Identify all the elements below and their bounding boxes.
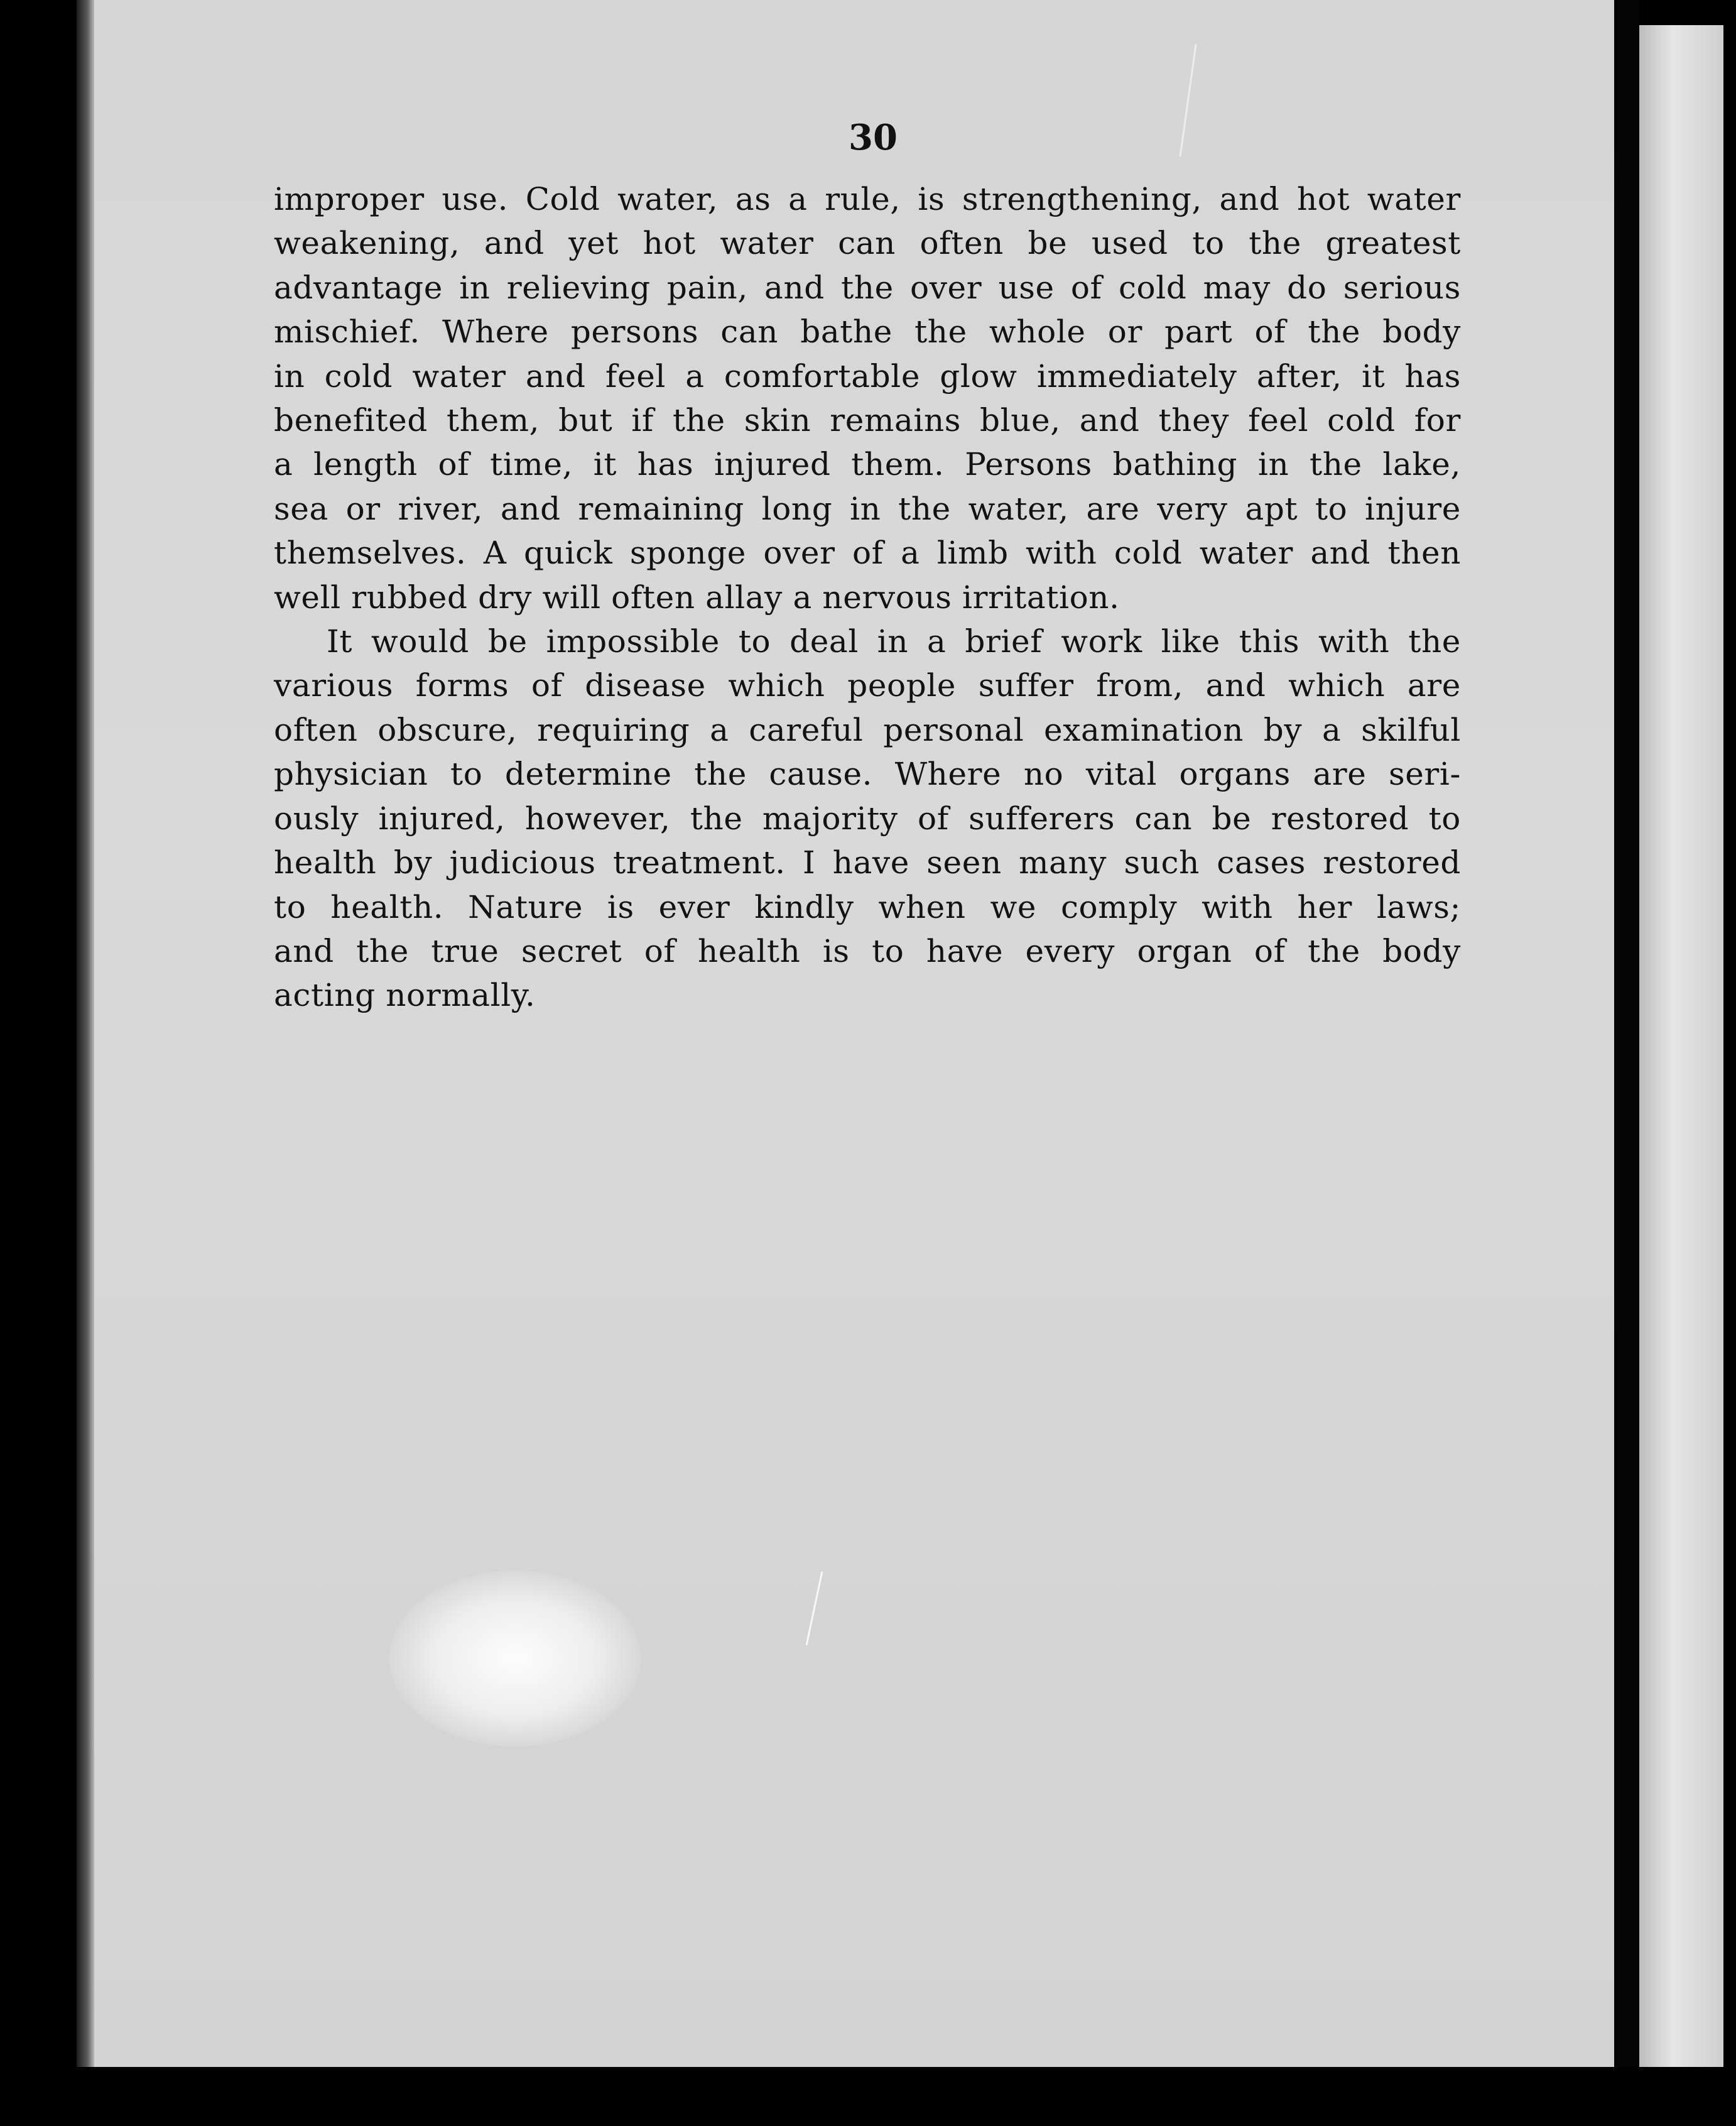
binding-edge	[77, 0, 94, 2067]
text-line: benefited them, but if the skin remains blue, and they feel cold for	[274, 402, 1461, 439]
text-line: themselves. A quick sponge over of a limb with cold water and then	[274, 535, 1461, 572]
scan-bottom-border	[0, 2067, 1736, 2126]
text-line: acting normally.	[274, 977, 536, 1014]
text-line: advantage in relieving pain, and the over use of cold may do serious	[274, 269, 1461, 306]
text-line: various forms of disease which people suffer from, and which are	[274, 667, 1461, 704]
text-line: sea or river, and remaining long in the water, are very apt to injure	[274, 490, 1461, 527]
text-line: well rubbed dry will often allay a nervous irritation.	[274, 579, 1120, 616]
text-line: a length of time, it has injured them. Persons bathing in the lake,	[274, 446, 1461, 483]
body-text	[274, 177, 1461, 1018]
text-line: mischief. Where persons can bathe the whole or part of the body	[274, 313, 1461, 351]
text-line: improper use. Cold water, as a rule, is strengthening, and hot water	[274, 181, 1461, 217]
text-line: in cold water and feel a comfortable glow immediately after, it has	[274, 357, 1461, 395]
text-line: weakening, and yet hot water can often be used to the greatest	[274, 225, 1461, 262]
text-line: It would be impossible to deal in a brief work like this with the	[327, 623, 1461, 660]
text-line: physician to determine the cause. Where no vital organs are seri-	[274, 756, 1461, 793]
page-number: 30	[849, 117, 898, 158]
page-gutter	[1614, 0, 1639, 2067]
text-line: often obscure, requiring a careful personal examination by a skilful	[274, 711, 1461, 748]
text-line: ously injured, however, the majority of sufferers can be restored to	[274, 800, 1461, 837]
text-line: and the true secret of health is to have every organ of the body	[274, 932, 1461, 969]
paragraph-2	[274, 619, 1461, 1018]
paragraph-1	[274, 177, 1461, 619]
facing-page-edge	[1639, 25, 1723, 2067]
text-line: to health. Nature is ever kindly when we comply with her laws;	[274, 888, 1461, 925]
paper-smudge	[389, 1571, 641, 1747]
text-line: health by judicious treatment. I have seen many such cases restored	[274, 844, 1461, 881]
